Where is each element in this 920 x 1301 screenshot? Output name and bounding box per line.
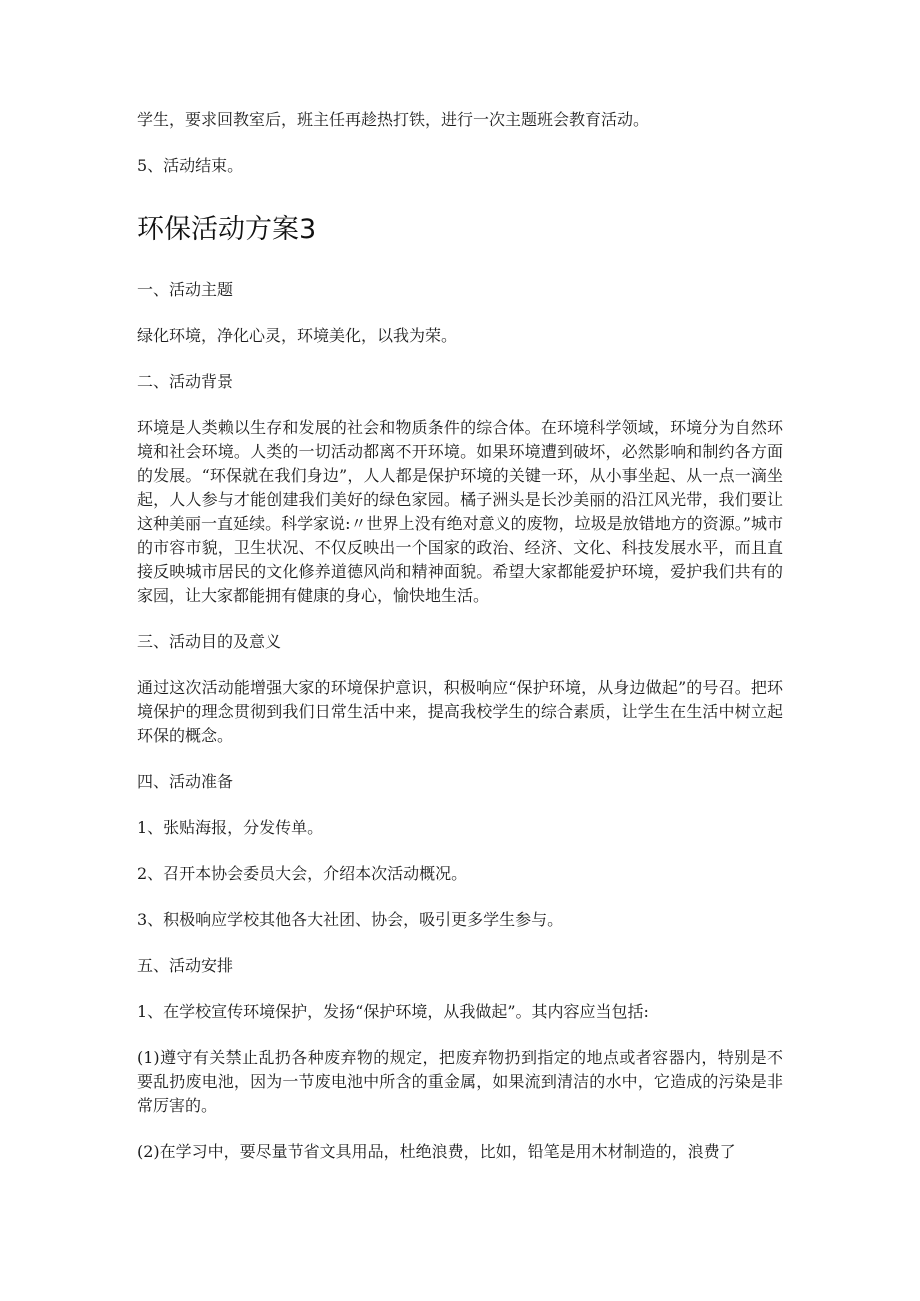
list-item-arrangement-1: 1、在学校宣传环境保护，发扬“保护环境，从我做起”。其内容应当包括:: [137, 1002, 649, 1021]
heading-activity-preparation: 四、活动准备: [137, 772, 234, 791]
list-item-preparation-1: 1、张贴海报，分发传单。: [137, 818, 324, 837]
document-body: [137, 108, 783, 1164]
section-title: 环保活动方案3: [137, 214, 317, 245]
heading-activity-background: 二、活动背景: [137, 372, 234, 391]
list-item-preparation-2: 2、召开本协会委员大会，介绍本次活动概况。: [137, 864, 468, 883]
list-item-preparation-3: 3、积极响应学校其他各大社团、协会，吸引更多学生参与。: [137, 910, 564, 929]
sub-item-arrangement-2: (2)在学习中，要尽量节省文具用品，杜绝浪费，比如，铅笔是用木材制造的，浪费了: [137, 1142, 736, 1161]
heading-activity-arrangement: 五、活动安排: [137, 956, 234, 975]
paragraph-activity-purpose: 通过这次活动能增强大家的环境保护意识，积极响应“保护环境，从身边做起”的号召。把环境保护的理念贯彻到我们日常生活中来，提高我校学生的综合素质，让学生在生活中树立起环保的概念。: [137, 678, 783, 745]
heading-activity-theme: 一、活动主题: [137, 280, 234, 299]
intro-step-end: 5、活动结束。: [137, 156, 244, 175]
heading-activity-purpose: 三、活动目的及意义: [137, 632, 282, 651]
sub-item-arrangement-1: (1)遵守有关禁止乱扔各种废弃物的规定，把废弃物扔到指定的地点或者容器内，特别是不要乱扔废电池，因为一节废电池中所含的重金属，如果流到清洁的水中，它造成的污染是非常厉害的。: [137, 1048, 783, 1115]
paragraph-activity-background: 环境是人类赖以生存和发展的社会和物质条件的综合体。在环境科学领域，环境分为自然环境和社会环境。人类的一切活动都离不开环境。如果环境遭到破坏，必然影响和制约各方面的发展。“环保就在我们身边”，人人都是保护环境的关键一环，从小事坐起、从一点一滴坐起，人人参与才能创建我们美好的绿色家园。橘子洲头是长沙美丽的沿江风光带，我们要让这种美丽一直延续。科学家说:〃世界上没有绝对意义的废物，垃圾是放错地方的资源。”城市的市容市貌，卫生状况、不仅反映出一个国家的政治、经济、文化、科技发展水平，而且直接反映城市居民的文化修养道德风尚和精神面貌。希望大家都能爱护环境，爱护我们共有的家园，让大家都能拥有健康的身心，愉快地生活。: [137, 418, 783, 605]
paragraph-activity-theme: 绿化环境，净化心灵，环境美化，以我为荣。: [137, 326, 458, 345]
intro-paragraph: 学生，要求回教室后，班主任再趁热打铁，进行一次主题班会教育活动。: [137, 110, 650, 129]
